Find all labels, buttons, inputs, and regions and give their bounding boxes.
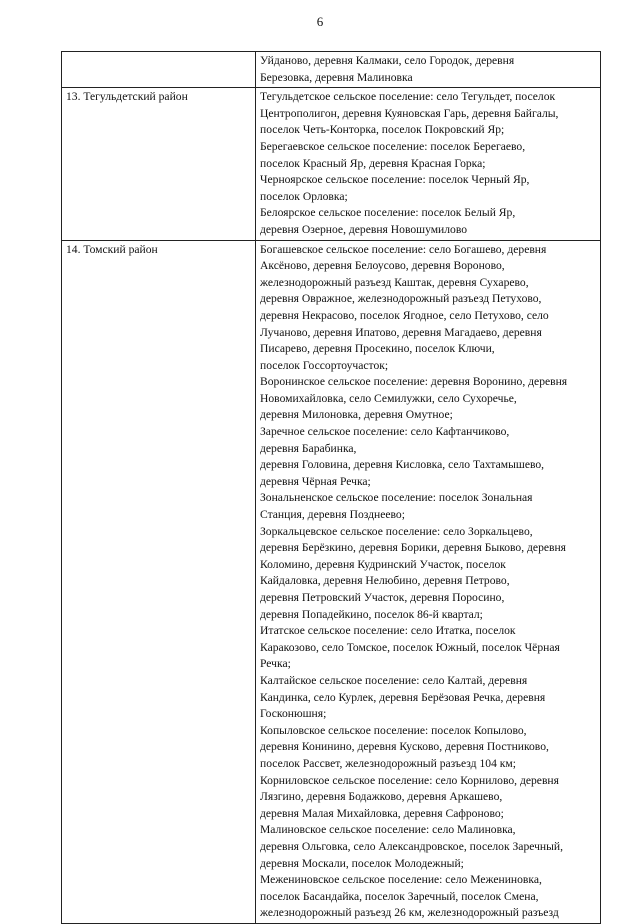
settlement-text-line: деревня Милоновка, деревня Омутное; (260, 408, 453, 422)
settlement-text-line: деревня Некрасово, поселок Ягодное, село Петухово, село (260, 308, 549, 322)
settlement-text-line: Кандинка, село Курлек, деревня Берёзовая Речка, деревня (260, 690, 546, 704)
settlement-text-line: Копыловское сельское поселение: поселок Копылово, (260, 723, 527, 737)
settlement-text-line: поселок Рассвет, железнодорожный разъезд 104 км; (260, 756, 516, 770)
settlement-text-line: Новомихайловка, село Семилужки, село Сухоречье, (260, 391, 517, 405)
settlement-text-line: Берегаевское сельское поселение: поселок Берегаево, (260, 139, 526, 153)
settlement-text-line: железнодорожный разъезд Каштак, деревня Сухарево, (260, 275, 529, 289)
settlement-text-line: поселок Красный Яр, деревня Красная Горка; (260, 156, 486, 170)
settlement-text-line: деревня Малая Михайловка, деревня Сафроново; (260, 806, 504, 820)
settlement-text-line: Писарево, деревня Просекино, поселок Ключи, (260, 342, 495, 356)
settlement-text-line: Коломино, деревня Кудринский Участок, поселок (260, 557, 506, 571)
settlement-text-line: деревня Попадейкино, поселок 86-й квартал; (260, 607, 483, 621)
settlements-cell (256, 240, 601, 923)
settlement-text-line: деревня Озерное, деревня Новошумилово (260, 222, 468, 236)
settlement-text-line: Госконюшня; (260, 707, 327, 721)
table-row (62, 88, 601, 240)
settlement-text-line: Зональненское сельское поселение: поселок Зональная (260, 491, 533, 505)
settlement-text-line: Центрополигон, деревня Куяновская Гарь, деревня Байгалы, (260, 106, 559, 120)
settlement-text-line: Лязгино, деревня Бодажково, деревня Аркашево, (260, 790, 503, 804)
settlement-text-line: деревня Головина, деревня Кисловка, село Тахтамышево, (260, 458, 545, 472)
settlement-text-line: Зоркальцевское сельское поселение: село Зоркальцево, (260, 524, 533, 538)
settlement-text-line: деревня Барабинка, (260, 441, 357, 455)
settlement-text-line: Белоярское сельское поселение: поселок Белый Яр, (260, 206, 516, 220)
settlement-text-line: Воронинское сельское поселение: деревня Воронино, деревня (260, 375, 568, 389)
settlement-text-line: Уйданово, деревня Калмаки, село Городок, деревня (260, 54, 515, 67)
settlement-text-line: Каракозово, село Томское, поселок Южный, поселок Чёрная (260, 640, 560, 654)
settlement-text-line: поселок Орловка; (260, 189, 348, 203)
district-cell (62, 240, 256, 923)
settlement-text-line: Станция, деревня Позднеево; (260, 508, 405, 522)
settlement-text-line: железнодорожный разъезд 26 км, железнодорожный разъезд (260, 906, 559, 920)
settlement-text-line: Лучаново, деревня Ипатово, деревня Магадаево, деревня (260, 325, 542, 339)
settlement-text-line: Речка; (260, 657, 291, 671)
settlement-text-line: Кайдаловка, деревня Нелюбино, деревня Петрово, (260, 574, 510, 588)
settlement-text-line: Корниловское сельское поселение: село Корнилово, деревня (260, 773, 559, 787)
settlements-cell (256, 52, 601, 88)
settlement-text-line: поселок Четь-Конторка, поселок Покровский Яр; (260, 123, 505, 137)
settlement-text-line: Итатское сельское поселение: село Итатка, поселок (260, 624, 516, 638)
district-name: 14. Томский район (66, 242, 158, 256)
settlement-text-line: поселок Госсортоучасток; (260, 358, 389, 372)
settlement-text-line: деревня Овражное, железнодорожный разъезд Петухово, (260, 292, 542, 306)
settlement-text-line: деревня Москали, поселок Молодежный; (260, 856, 464, 870)
settlement-text-line: Аксёново, деревня Белоусово, деревня Вороново, (260, 259, 505, 273)
settlement-text-line: деревня Петровский Участок, деревня Поросино, (260, 591, 505, 604)
settlement-text-line: поселок Басандайка, поселок Заречный, поселок Смена, (260, 889, 539, 903)
settlement-text-line: Черноярское сельское поселение: поселок Черный Яр, (260, 173, 530, 187)
settlement-text-line: деревня Конинино, деревня Кусково, деревня Постниково, (260, 740, 549, 754)
settlement-text-line: деревня Ольговка, село Александровское, поселок Заречный, (260, 839, 564, 853)
settlement-text-line: Заречное сельское поселение: село Кафтанчиково, (260, 425, 510, 439)
settlement-text-line: деревня Чёрная Речка; (260, 474, 371, 488)
settlement-text-line: деревня Берёзкино, деревня Борики, деревня Быково, деревня (260, 541, 567, 555)
settlement-text-line: Малиновское сельское поселение: село Малиновка, (260, 823, 516, 837)
settlement-text-line: Калтайское сельское поселение: село Калтай, деревня (260, 673, 528, 687)
district-cell (62, 52, 256, 88)
district-name: 13. Тегульдетский район (66, 90, 188, 104)
settlements-cell (256, 88, 601, 240)
page-number: 6 (316, 14, 324, 29)
settlement-text-line: Богашевское сельское поселение: село Богашево, деревня (260, 242, 547, 256)
table-row (62, 52, 601, 88)
settlement-text-line: Межениновское сельское поселение: село Межениновка, (260, 873, 542, 887)
settlement-text-line: Тегульдетское сельское поселение: село Тегульдет, поселок (260, 90, 556, 104)
district-cell (62, 88, 256, 240)
table-row (62, 240, 601, 923)
settlements-table-body (62, 52, 601, 924)
settlement-text-line: Березовка, деревня Малиновка (260, 70, 413, 84)
settlements-table (61, 51, 601, 924)
